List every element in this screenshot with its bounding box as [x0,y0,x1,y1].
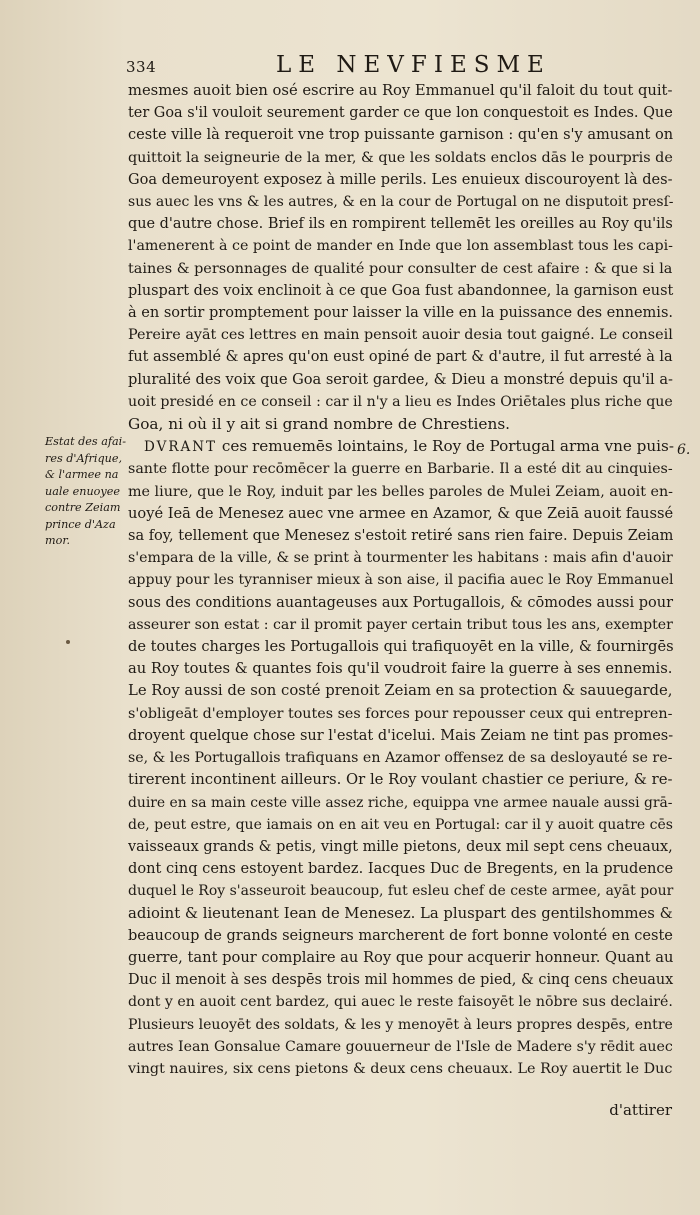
paragraph-opening-line [128,435,676,458]
text-line: duquel le Roy s'asseuroit beaucoup, fut esleu chef de ceste armee, ayāt pour [128,883,674,900]
text-line: appuy pour les tyranniser mieux à son aise, il pacifia auec le Roy Emmanuel [128,572,674,589]
text-line: que d'autre chose. Brief ils en rompirent tellemēt les oreilles au Roy qu'ils [128,216,673,233]
text-line: Pereire ayāt ces lettres en main pensoit auoir desia tout gaigné. Le conseil [128,327,673,344]
text-line: ceste ville là requeroit vne trop puissante garnison : qu'en s'y amusant on [128,127,674,144]
text-line: dont y en auoit cent bardez, qui auec le reste faisoyēt le nōbre sus declairé. [128,994,673,1011]
margin-note-line: res d'Afrique, [45,451,122,465]
margin-note [45,434,127,550]
text-line: s'empara de la ville, & se print à tourmenter les habitans : mais afin d'auoir [128,550,673,567]
text-line: quittoit la seigneurie de la mer, & que les soldats enclos dās le pourpris de [128,149,673,166]
text-line: Plusieurs leuoyēt des soldats, & les y menoyēt à leurs propres despēs, entre [128,1016,673,1033]
text-line: guerre, tant pour complaire au Roy que pour acquerir honneur. Quant au [128,948,674,966]
text-line: pluspart des voix enclinoit à ce que Goa fust abandonnee, la garnison eust [128,282,674,299]
text-line: tirerent incontinent ailleurs. Or le Roy voulant chastier ce periure, & re- [128,771,673,789]
paragraph-opening-text: ces remuemēs lointains, le Roy de Portugal arma vne puis- [221,437,674,456]
margin-note-line: prince d'Aza [45,517,116,531]
text-line: uoit presidé en ce conseil : car il n'y a lieu es Indes Oriētales plus riche que [128,393,673,410]
text-line: droyent quelque chose sur l'estat d'icelui. Mais Zeiam ne tint pas promes- [128,727,674,744]
text-line: duire en sa main ceste ville assez riche, equippa vne armee nauale aussi grā- [128,794,673,811]
text-line: s'obligeāt d'employer toutes ses forces pour repousser ceux qui entrepren- [128,705,673,722]
text-line: Duc il menoit à ses despēs trois mil hommes de pied, & cinq cens cheuaux [128,972,674,989]
text-line: sante flotte pour recōmēcer la guerre en Barbarie. Il a esté dit au cinquies- [128,461,673,478]
text-line: Goa, ni où il y ait si grand nombre de Chrestiens. [128,415,511,434]
text-line: fut assemblé & apres qu'on eust opiné de part & d'autre, il fut arresté à la [128,349,673,366]
text-line: au Roy toutes & quantes fois qu'il voudroit faire la guerre à ses ennemis. [128,660,673,678]
text-line: mesmes auoit bien osé escrire au Roy Emmanuel qu'il faloit du tout quit- [128,82,673,99]
body-text [128,80,676,1080]
text-line: uoyé Ieā de Menesez auec vne armee en Azamor, & que Zeiā auoit faussé [128,504,674,522]
catchword: d'attirer [609,1101,672,1119]
text-line: Le Roy aussi de son costé prenoit Zeiam en sa protection & sauuegarde, [128,682,673,700]
text-line: dont cinq cens estoyent bardez. Iacques Duc de Bregents, en la prudence [128,860,674,878]
text-line: autres Iean Gonsalue Camare gouuerneur de l'Isle de Madere s'y rēdit auec [128,1038,673,1055]
text-line: me liure, que le Roy, induit par les belles paroles de Mulei Zeiam, auoit en- [128,483,673,500]
text-line: beaucoup de grands seigneurs marcherent de fort bonne volonté en ceste [128,927,673,944]
text-line: sa foy, tellement que Menesez s'estoit retiré sans rien faire. Depuis Zeiam [128,528,674,545]
running-head: LE NEVFIESME [276,52,551,78]
text-line: ter Goa s'il vouloit seurement garder ce que lon conquestoit es Indes. Que [128,105,673,122]
text-line: à en sortir promptement pour laisser la ville en la puissance des ennemis. [128,305,674,322]
text-line: adioint & lieutenant Iean de Menesez. La pluspart des gentilshommes & [128,904,673,922]
text-line: sus auec les vns & les autres, & en la cour de Portugal on ne disputoit presſ- [128,194,674,211]
text-line: taines & personnages de qualité pour consulter de cest afaire : & que si la [128,260,673,277]
page-number: 334 [126,58,157,76]
text-line: l'amenerent à ce point de mander en Inde que lon assemblast tous les capi- [128,238,673,255]
ink-spot [66,640,70,644]
margin-note-line: & l'armee na [45,468,119,481]
text-line: vingt nauires, six cens pietons & deux cens cheuaux. Le Roy auertit le Duc [128,1060,673,1077]
paragraph-initial-word: DVRANT [144,439,218,456]
text-line: sous des conditions auantageuses aux Portugallois, & cōmodes aussi pour [128,594,674,611]
margin-note-line: contre Zeiam [45,501,121,514]
text-line: de toutes charges les Portugallois qui trafiquoyēt en la ville, & fournirgēs [128,638,674,656]
text-line: de, peut estre, que iamais on en ait veu en Portugal: car il y auoit quatre cēs [128,816,674,833]
margin-note-line: mor. [45,534,71,547]
text-line: asseurer son estat : car il promit payer certain tribut tous les ans, exempter [128,616,673,633]
page-header [126,52,686,82]
margin-number: 6. [677,442,691,458]
text-line: pluralité des voix que Goa seroit gardee, & Dieu a monstré depuis qu'il a- [128,370,673,388]
text-line: se, & les Portugallois trafiquans en Azamor offensez de sa desloyauté se re- [128,750,673,767]
margin-note-line: Estat des afai- [45,435,127,448]
text-line: Goa demeuroyent exposez à mille perils. Les enuieux discouroyent là des- [128,171,673,188]
text-line: vaisseaux grands & petis, vingt mille pietons, deux mil sept cens cheuaux, [128,838,673,855]
margin-note-line: uale enuoyee [45,484,120,498]
